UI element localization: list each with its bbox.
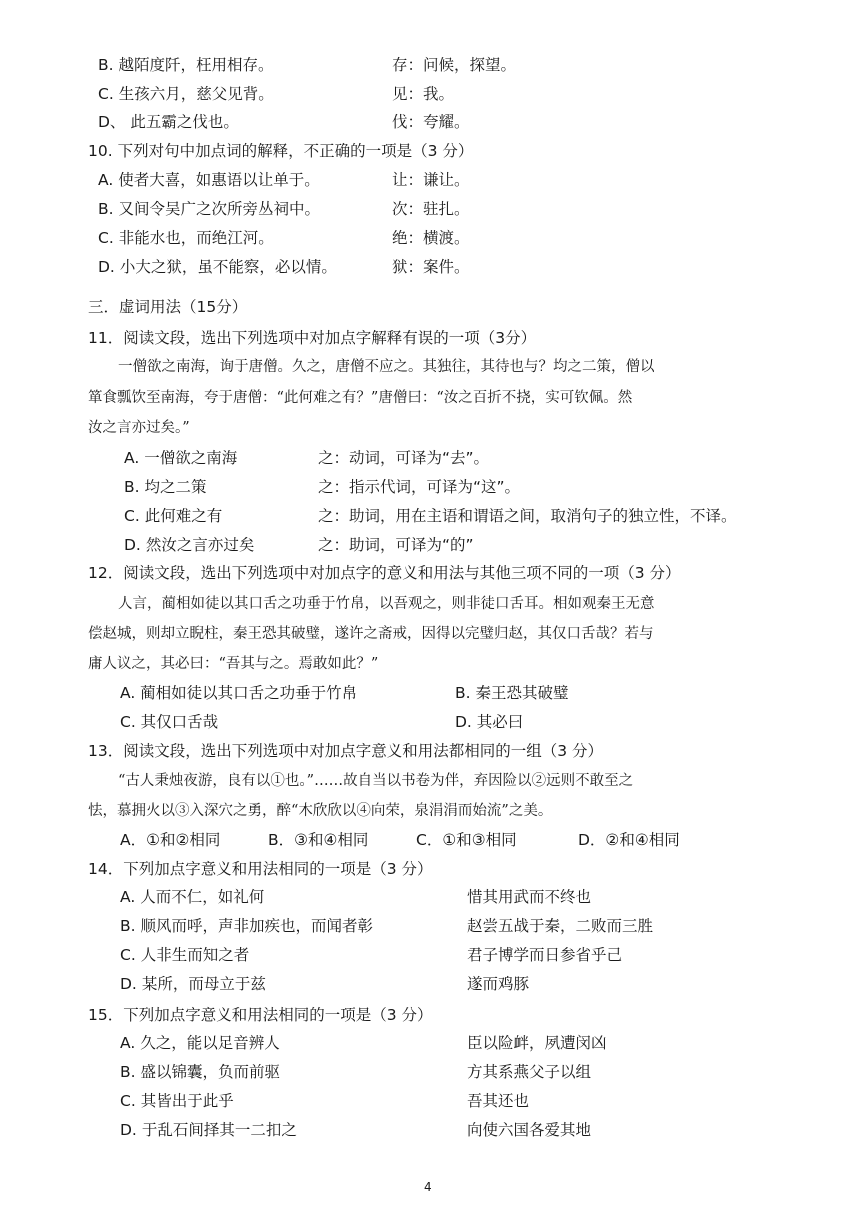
q11-option-b [124, 476, 207, 498]
q12-option-d: D. 其必曰 [455, 713, 524, 731]
q14-b-right: 赵尝五战于秦，二败而三胜 [467, 917, 654, 935]
q12-passage-line: 偿赵城，则却立睨柱，秦王恐其破璧，遂许之斋戒，因得以完璧归赵，其仅口舌哉？若与 [88, 626, 654, 642]
option-text: 生孩六月，慈父见背。 [118, 85, 274, 103]
option-text: 一僧欲之南海 [144, 449, 238, 467]
option-label: C. [124, 507, 140, 525]
section-heading: 三．虚词用法（15分） [88, 298, 248, 316]
q10-option-a [98, 169, 320, 191]
option-label: A. [98, 171, 114, 189]
q14-option-a [120, 886, 264, 908]
q15-a-right: 臣以险衅，夙遭闵凶 [467, 1034, 607, 1052]
q11-b-gloss: 之：指示代词，可译为“这”。 [318, 478, 521, 496]
q11-passage-line: 箪食瓢饮至南海，夸于唐僧：“此何难之有？”唐僧曰：“汝之百折不挠，实可钦佩。然 [88, 390, 633, 406]
option-label: D. [120, 975, 137, 993]
q11-d-gloss: 之：助词，可译为“的” [318, 536, 474, 554]
page-number: 4 [424, 1180, 432, 1194]
q11-passage-line: 汝之言亦过矣。” [88, 420, 190, 436]
q11-a-gloss: 之：动词，可译为“去”。 [318, 449, 490, 467]
q10-c-gloss: 绝：横渡。 [392, 229, 470, 247]
q14-stem: 14．下列加点字意义和用法相同的一项是（3 分） [88, 860, 433, 878]
option-text: 然汝之言亦过矣 [145, 536, 255, 554]
q9-d-gloss: 伐：夸耀。 [392, 113, 470, 131]
option-label: B. [124, 478, 140, 496]
option-text: 某所，而母立于兹 [141, 975, 266, 993]
option-label: D. [124, 536, 141, 554]
option-text: 于乱石间择其一二扣之 [141, 1121, 297, 1139]
q10-option-b [98, 198, 320, 220]
option-label: A. [120, 1034, 136, 1052]
q12-passage-line: 庸人议之，其必曰：“吾其与之。焉敢如此？” [88, 656, 379, 672]
q11-passage-line: 一僧欲之南海，询于唐僧。久之，唐僧不应之。其独往，其待也与？均之二策，僧以 [118, 359, 655, 375]
option-text: 其皆出于此乎 [140, 1092, 234, 1110]
q10-option-d [98, 256, 337, 278]
q14-d-right: 遂而鸡豚 [467, 975, 530, 993]
q10-b-gloss: 次：驻扎。 [392, 200, 470, 218]
q9-b-gloss: 存：问候，探望。 [392, 56, 517, 74]
option-label: A. [120, 888, 136, 906]
q13-option-d: D．②和④相同 [578, 831, 680, 849]
option-text: 非能水也，而绝江河。 [118, 229, 274, 247]
q13-option-c: C．①和③相同 [416, 831, 517, 849]
option-label: A. [124, 449, 140, 467]
q14-option-d [120, 973, 266, 995]
q13-passage-line: “古人秉烛夜游，良有以①也。”……故自当以书卷为伴，弃因险以②远则不敢至之 [118, 773, 634, 789]
option-text: 又间令吴广之次所旁丛祠中。 [118, 200, 321, 218]
q13-option-b: B．③和④相同 [268, 831, 369, 849]
q9-c-gloss: 见：我。 [392, 85, 455, 103]
option-label: B. [98, 56, 114, 74]
option-label: D. [120, 1121, 137, 1139]
option-text: 久之，能以足音辨人 [140, 1034, 280, 1052]
q13-option-a: A．①和②相同 [120, 831, 221, 849]
option-label: D. [98, 258, 115, 276]
q13-stem: 13．阅读文段，选出下列选项中对加点字意义和用法都相同的一组（3 分） [88, 742, 604, 760]
q15-option-d [120, 1119, 297, 1141]
q14-option-c [120, 944, 249, 966]
q12-option-b: B. 秦王恐其破璧 [455, 684, 569, 702]
option-text: 小大之狱，虽不能察，必以情。 [119, 258, 337, 276]
option-text: 顺风而呼，声非加疾也，而闻者彰 [140, 917, 374, 935]
q10-stem: 10. 下列对句中加点词的解释，不正确的一项是（3 分） [88, 142, 474, 160]
q15-option-a [120, 1032, 280, 1054]
q10-d-gloss: 狱：案件。 [392, 258, 470, 276]
q14-c-right: 君子博学而日参省乎己 [467, 946, 623, 964]
option-label: B. [98, 200, 114, 218]
q15-stem: 15．下列加点字意义和用法相同的一项是（3 分） [88, 1006, 433, 1024]
q11-option-d [124, 534, 254, 556]
q9-option-b [98, 54, 274, 76]
q15-c-right: 吾其还也 [467, 1092, 530, 1110]
q14-a-right: 惜其用武而不终也 [467, 888, 592, 906]
option-text: 越陌度阡，枉用相存。 [118, 56, 274, 74]
q12-passage-line: 人言，蔺相如徒以其口舌之功垂于竹帛，以吾观之，则非徒口舌耳。相如观秦王无意 [118, 596, 655, 612]
option-text: 此何难之有 [144, 507, 223, 525]
option-label: C. [120, 1092, 136, 1110]
option-text: 盛以锦囊，负而前驱 [140, 1063, 281, 1081]
q10-option-c [98, 227, 274, 249]
option-label: B. [120, 917, 136, 935]
q12-option-c: C. 其仅口舌哉 [120, 713, 219, 731]
q11-c-gloss: 之：助词，用在主语和谓语之间，取消句子的独立性，不译。 [318, 507, 737, 525]
q10-a-gloss: 让：谦让。 [392, 171, 470, 189]
option-label: C. [98, 85, 114, 103]
option-text: 人非生而知之者 [140, 946, 250, 964]
q13-passage-line: 怯，慕拥火以③入深穴之勇，醉“木欣欣以④向荣，泉涓涓而始流”之美。 [88, 803, 553, 819]
option-text: 使者大喜，如惠语以让单于。 [118, 171, 320, 189]
option-text: 此五霸之伐也。 [130, 113, 239, 131]
q12-option-a: A. 蔺相如徒以其口舌之功垂于竹帛 [120, 684, 358, 702]
q14-option-b [120, 915, 373, 937]
q15-d-right: 向使六国各爱其地 [467, 1121, 592, 1139]
q15-b-right: 方其系燕父子以组 [467, 1063, 592, 1081]
q12-stem: 12．阅读文段，选出下列选项中对加点字的意义和用法与其他三项不同的一项（3 分） [88, 564, 681, 582]
option-label: B. [120, 1063, 136, 1081]
q15-option-c [120, 1090, 234, 1112]
q9-option-d [98, 111, 239, 133]
option-text: 均之二策 [144, 478, 207, 496]
option-label: C. [98, 229, 114, 247]
option-label: C. [120, 946, 136, 964]
q15-option-b [120, 1061, 280, 1083]
option-label: D、 [98, 113, 126, 131]
q9-option-c [98, 83, 274, 105]
option-text: 人而不仁，如礼何 [140, 888, 265, 906]
q11-option-a [124, 447, 237, 469]
q11-stem: 11．阅读文段，选出下列选项中对加点字解释有误的一项（3分） [88, 329, 537, 347]
q11-option-c [124, 505, 222, 527]
